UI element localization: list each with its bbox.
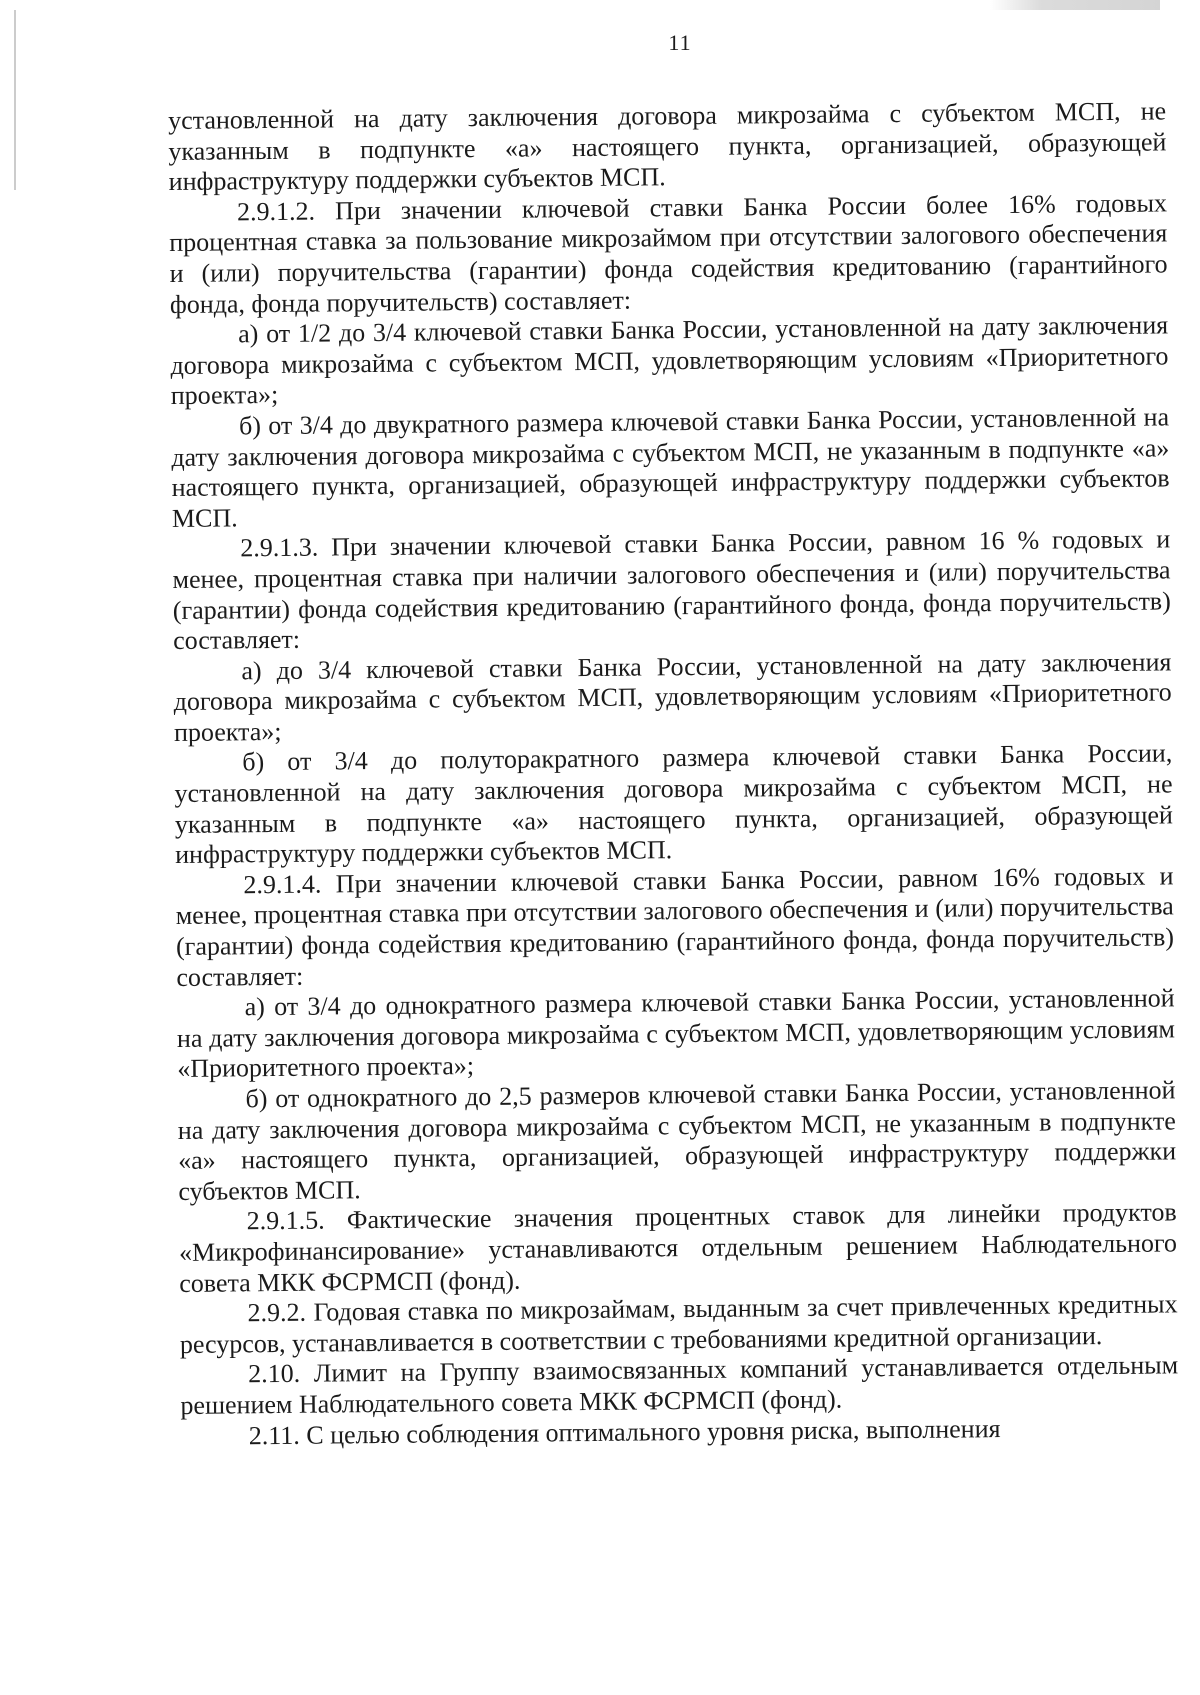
paragraph-2-9-1-4-b: б) от однократного до 2,5 размеров ключевой ставки Банка России, установленной на дату заключения договора микрозайма с субъектом МСП, не указанным в подпункте «а» настоящего пункта, организацией, образующей инфраструктуру поддержки субъектов МСП. [177, 1075, 1177, 1206]
page-number: 11 [668, 30, 692, 55]
paragraph-2-9-1-5: 2.9.1.5. Фактические значения процентных ставок для линейки продуктов «Микрофинансирование» устанавливаются отдельным решением Наблюдательного совета МКК ФСРМСП (фонд). [178, 1197, 1178, 1298]
paragraph-2-9-1-3: 2.9.1.3. При значении ключевой ставки Банка России, равном 16 % годовых и менее, процентная ставка при наличии залогового обеспечения и (или) поручительства (гарантии) фонда содействия кредитованию (гарантийного фонда, фонда поручительств) составляет: [172, 524, 1171, 656]
paragraph-2-9-1-2: 2.9.1.2. При значении ключевой ставки Банка России более 16% годовых процентная ставка за пользование микрозаймом при отсутствии залогового обеспечения и (или) поручительства (гарантии) фонда содействия кредитованию (гарантийного фонда, фонда поручительств) составляет: [169, 188, 1168, 319]
paragraph-2-9-2: 2.9.2. Годовая ставка по микрозаймам, выданным за счет привлеченных кредитных ресурсов, устанавливается в соответствии с требованиями кредитной организации. [179, 1289, 1178, 1359]
paragraph-2-11: 2.11. С целью соблюдения оптимального уровня риска, выполнения [248, 1413, 1001, 1450]
paragraph-2-9-1-2-b: б) от 3/4 до двукратного размера ключевой ставки Банка России, установленной на дату заключения договора микрозайма с субъектом МСП, не указанным в подпункте «а» настоящего пункта, организацией, образующей инфраструктуру поддержки субъектов МСП. [171, 402, 1170, 533]
paragraph-2-9-1-4-a: а) от 3/4 до однократного размера ключевой ставки Банка России, установленной на дату заключения договора микрозайма с субъектом МСП, удовлетворяющим условиям «Приоритетного проекта»; [176, 983, 1176, 1084]
scan-top-mark [990, 0, 1160, 10]
paragraph-2-9-1-2-a: а) от 1/2 до 3/4 ключевой ставки Банка России, установленной на дату заключения договора микрозайма с субъектом МСП, удовлетворяющим условиям «Приоритетного проекта»; [170, 310, 1169, 411]
paragraph-2-9-1-3-b: б) от 3/4 до полуторакратного размера ключевой ставки Банка России, установленной на дату заключения договора микрозайма с субъектом МСП, не указанным в подпункте «а» настоящего пункта, организацией, образующей инфраструктуру поддержки субъектов МСП. [174, 738, 1173, 870]
document-body [168, 96, 1179, 1452]
paragraph-2-9-1-4: 2.9.1.4. При значении ключевой ставки Банка России, равном 16% годовых и менее, процентная ставка при отсутствии залогового обеспечения и (или) поручительства (гарантии) фонда содействия кредитованию (гарантийного фонда, фонда поручительств) составляет: [175, 861, 1175, 992]
paragraph-2-9-1-3-a: а) до 3/4 ключевой ставки Банка России, установленной на дату заключения договора микрозайма с субъектом МСП, удовлетворяющим условиям «Приоритетного проекта»; [173, 647, 1172, 747]
paragraph-2-10: 2.10. Лимит на Группу взаимосвязанных компаний устанавливается отдельным решением Наблюдательного совета МКК ФСРМСП (фонд). [180, 1350, 1179, 1420]
paragraph-continuation: установленной на дату заключения договора микрозайма с субъектом МСП, не указанным в подпункте «а» настоящего пункта, организацией, образующей инфраструктуру поддержки субъектов МСП. [168, 96, 1167, 197]
